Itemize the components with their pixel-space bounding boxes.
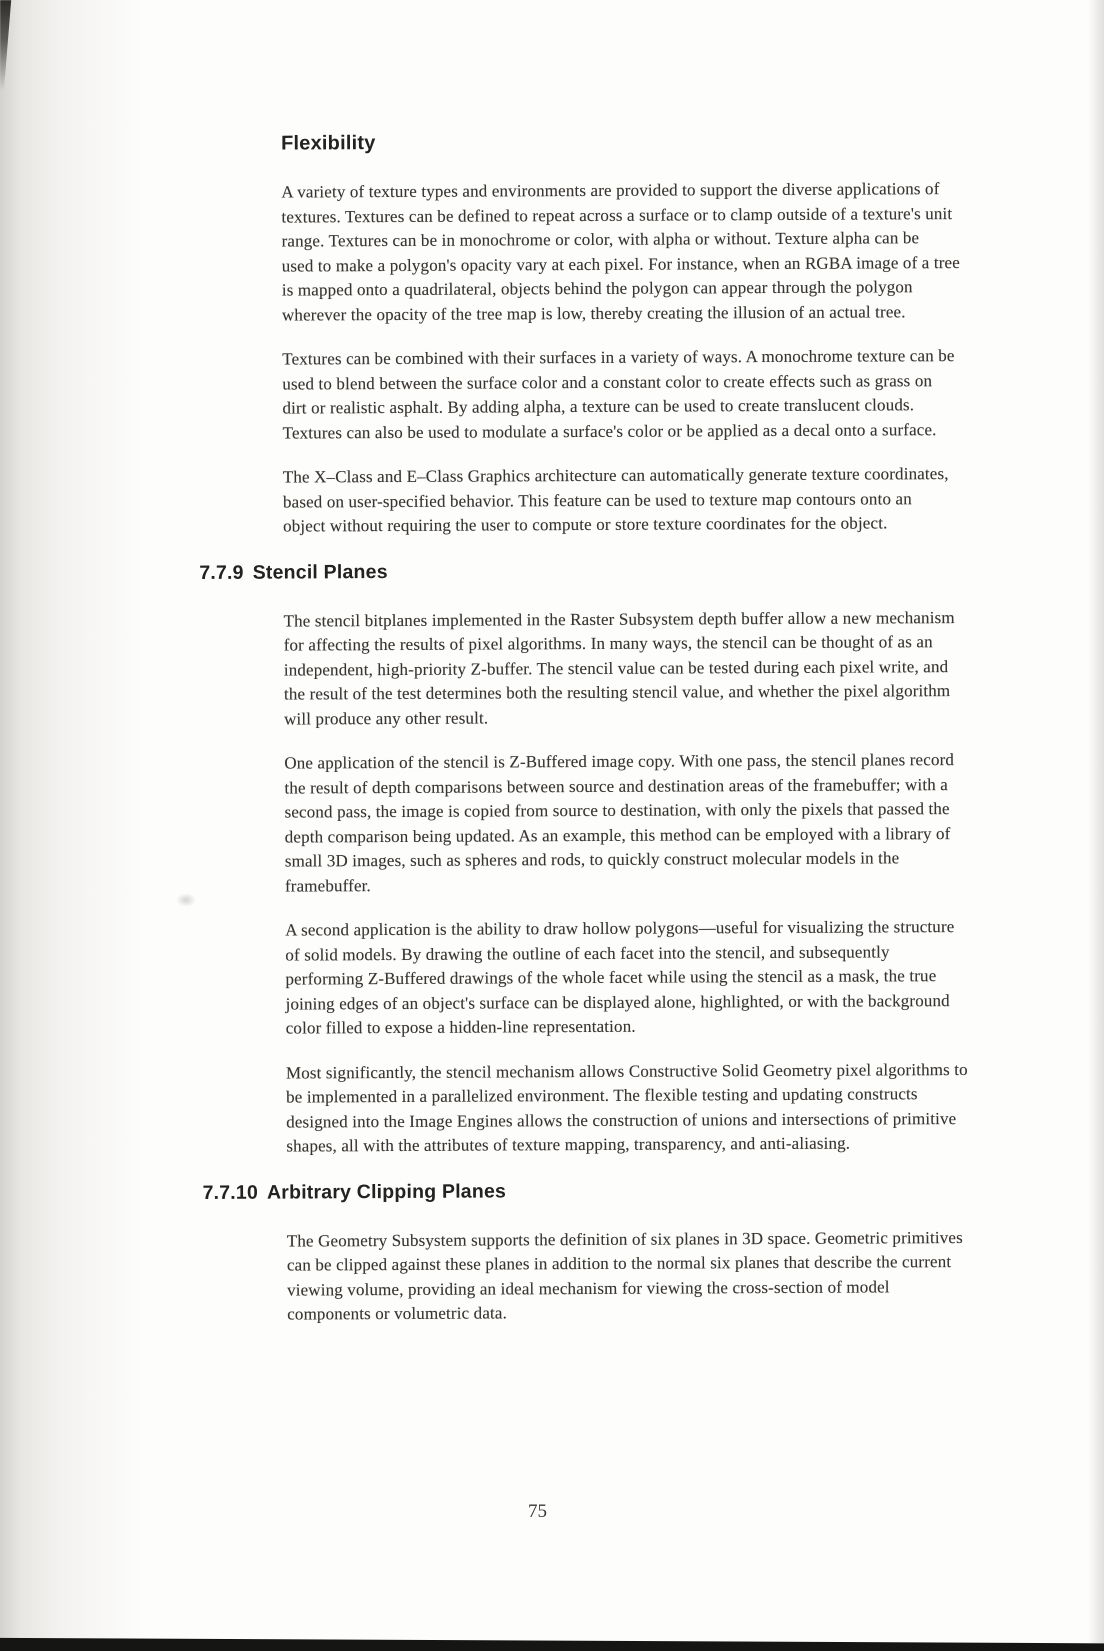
section-number: 7.7.9	[199, 561, 244, 584]
right-scan-shadow	[1088, 0, 1104, 1651]
paragraph-flexibility-3: The X–Class and E–Class Graphics architecture can automatically generate texture coordinates, based on user-specified behavior. This feature can be used to texture map contours onto an object without requiring the user to compute or store texture coordinates for the object.	[282, 464, 949, 536]
paragraph-clipping-1: The Geometry Subsystem supports the definition of six planes in 3D space. Geometric primitives can be clipped against these planes in addition to the normal six planes that describe the current viewing volume, providing an ideal mechanism for viewing the cross-section of model components or volumetric data.	[286, 1227, 963, 1324]
paragraph-stencil-3: A second application is the ability to draw hollow polygons—useful for visualizing the structure of solid models. By drawing the outline of each facet into the stencil, and subsequently performing Z-Buffered drawings of the whole facet while using the stencil as a mask, the true joining edges of an object's surface can be displayed alone, highlighted, or with the background color filled to expose a hidden-line representation.	[285, 917, 955, 1038]
margin-smudge-artifact	[176, 893, 196, 907]
page-content	[197, 128, 1053, 1348]
section-title: Stencil Planes	[252, 560, 388, 584]
left-scan-shadow	[0, 0, 150, 1651]
section-heading-stencil-planes	[199, 555, 1049, 585]
page-number: 75	[528, 1501, 547, 1522]
paragraph-stencil-4: Most significantly, the stencil mechanism allows Constructive Solid Geometry pixel algorithms to be implemented in a parallelized environment. The flexible testing and updating constructs designed into the Image Engines allows the construction of unions and intersections of primitive shapes, all with the attributes of texture mapping, transparency, and anti-aliasing.	[285, 1059, 968, 1156]
paragraph-flexibility-2: Textures can be combined with their surfaces in a variety of ways. A monochrome texture can be used to blend between the surface color and a constant color to create effects such as grass on dirt or realistic asphalt. By adding alpha, a texture can be used to create translucent clouds. Textures can also be used to modulate a surface's color or be applied as a decal onto a surface.	[282, 346, 955, 443]
top-left-scan-artifact	[0, 0, 14, 90]
paragraph-stencil-2: One application of the stencil is Z-Buffered image copy. With one pass, the stencil planes record the result of depth comparisons between source and destination areas of the framebuffer; with a second pass, the image is copied from source to destination, with only the pixels that passed the depth comparison being updated. As an example, this method can be employed with a library of small 3D images, such as spheres and rods, to quickly construct molecular models in the framebuffer.	[284, 750, 955, 896]
heading-flexibility: Flexibility	[281, 132, 376, 155]
section-title: Arbitrary Clipping Planes	[266, 1179, 507, 1204]
paragraph-flexibility-1: A variety of texture types and environments are provided to support the diverse applications of textures. Textures can be defined to repeat across a surface or to clamp outside of a texture's unit range. Textures can be in monochrome or color, with alpha or without. Texture alpha can be used to make a polygon's opacity vary at each pixel. For instance, when an RGBA image of a tree is mapped onto a quadrilateral, objects behind the polygon can appear through the polygon wherever the opacity of the tree map is low, thereby creating the illusion of an actual tree.	[281, 179, 960, 325]
bottom-scan-edge	[0, 1635, 1104, 1651]
paragraph-stencil-1: The stencil bitplanes implemented in the Raster Subsystem depth buffer allow a new mechanism for affecting the results of pixel algorithms. In many ways, the stencil can be thought of as an independent, high-priority Z-buffer. The stencil value can be tested during each pixel write, and the result of the test determines both the resulting stencil value, and whether the pixel algorithm will produce any other result.	[283, 607, 955, 729]
section-number: 7.7.10	[202, 1181, 259, 1204]
section-heading-arbitrary-clipping-planes	[202, 1175, 1052, 1205]
